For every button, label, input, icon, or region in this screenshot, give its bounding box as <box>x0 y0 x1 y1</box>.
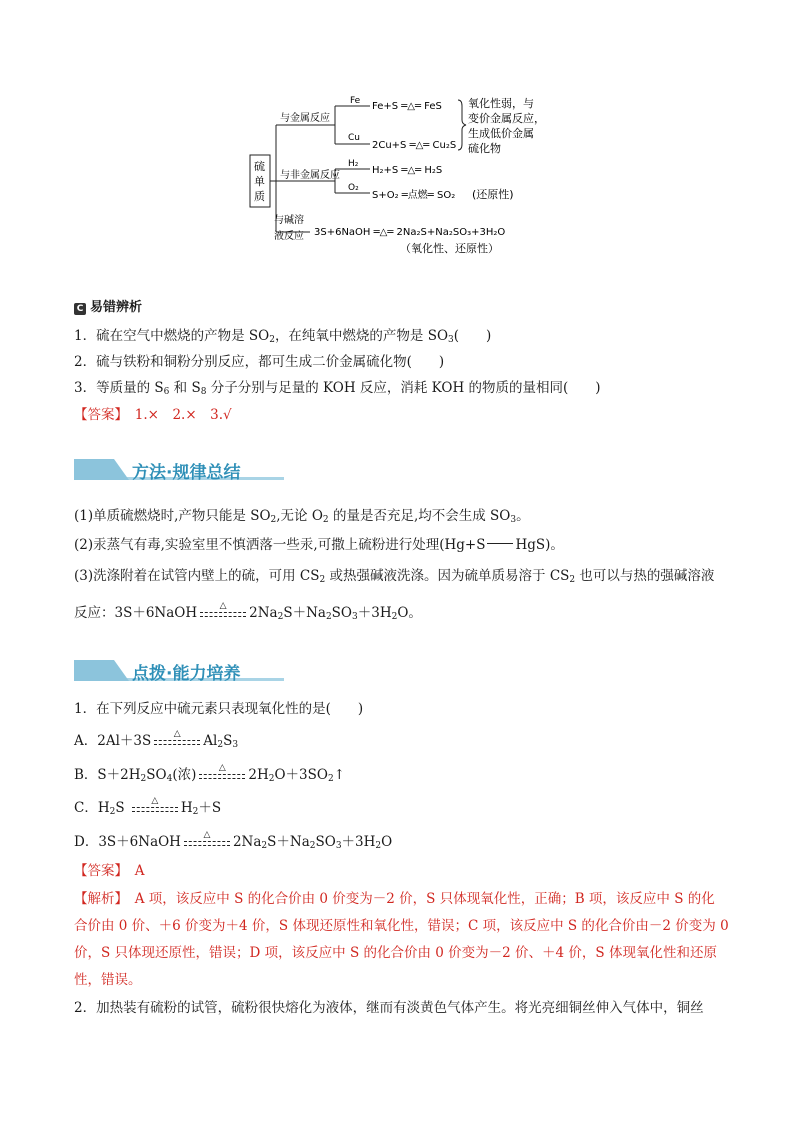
rx-o2: S+O₂ ═点燃═ SO₂ <box>372 190 456 201</box>
section1-title: 方法·规律总结 <box>132 463 241 483</box>
rx-h2: H₂+S ═△═ H₂S <box>372 165 443 176</box>
h2-label: H₂ <box>348 159 359 169</box>
q1-option-b: B．$S+2H_2SO_4$(浓) △ $2H_2O+3SO_2↑$ <box>74 762 346 784</box>
o2-label: O₂ <box>348 183 359 193</box>
mistake-2: 2．硫与铁粉和铜粉分别反应，都可生成二价金属硫化物( ) <box>74 354 445 370</box>
fe-label: Fe <box>350 96 361 106</box>
q1-option-c: C．$H_2S$ △ $H_2+S$ <box>74 795 222 817</box>
s1-p3-l2: 反应：3S＋6NaOH △ $2Na_2S+Na_2SO_3+3H_2O$。 <box>74 600 422 622</box>
q2-stem: 2．加热装有硫粉的试管，硫粉很快熔化为液体，继而有淡黄色气体产生。将光亮细铜丝伸入气体中，铜丝 <box>74 1000 704 1016</box>
rx-base: 3S+6NaOH ═△═ 2Na₂S+Na₂SO₃+3H₂O <box>314 227 506 238</box>
mistakes-title: 易错辨析 <box>90 300 143 315</box>
metal-note-4: 硫化物 <box>468 142 501 155</box>
q1-analysis-4: 性，错误。 <box>74 972 142 988</box>
q1-analysis-3: 价，S 只体现还原性，错误；D 项，该反应中 S 的化合价由 0 价变为－2 价、＋4 价，S 体现氧化性和还原 <box>74 945 717 961</box>
branch-base-2: 液反应 <box>274 231 304 242</box>
section2-title: 点拨·能力培养 <box>132 664 241 684</box>
q1-option-d: D．3S＋6NaOH △ $2Na_2S+Na_2SO_3+3H_2O$ <box>74 829 393 851</box>
s1-p3-l1: (3)洗涤附着在试管内壁上的硫，可用 $CS_2$ 或热强碱液洗涤。因为硫单质易溶于 $CS_2$ 也可以与热的强碱溶液 <box>74 568 715 585</box>
center-char-2: 单 <box>254 175 265 188</box>
q1-stem: 1．在下列反应中硫元素只表现氧化性的是( ) <box>74 701 364 717</box>
branch-base-1: 与碱溶 <box>274 215 304 226</box>
q1-analysis-2: 合价由 0 价、＋6 价变为＋4 价，S 体现还原性和氧化性，错误；C 项，该反应中 S 的化合价由－2 价变为 0 <box>74 918 729 934</box>
rx-cu: 2Cu+S ═△═ Cu₂S <box>372 140 457 151</box>
branch-nonmetal: 与非金属反应 <box>280 170 340 181</box>
rx-fe: Fe+S ═△═ FeS <box>372 101 442 112</box>
cu-label: Cu <box>348 133 360 143</box>
q1-analysis-1: 【解析】 A 项，该反应中 S 的化合价由 0 价变为－2 价，S 只体现氧化性，正确；B 项，该反应中 S 的化 <box>74 891 715 907</box>
mistakes-icon: C <box>74 303 86 315</box>
branch-metal: 与金属反应 <box>280 113 330 124</box>
rx-o2-note: (还原性) <box>472 188 514 201</box>
mistake-1: 1．硫在空气中燃烧的产物是 $SO_2$，在纯氧中燃烧的产物是 $SO_3$( ) <box>74 328 492 345</box>
mistakes-header <box>74 296 142 315</box>
metal-note-1: 氧化性弱，与 <box>468 97 534 110</box>
q1-answer: 【答案】 A <box>74 863 145 879</box>
metal-note-2: 变价金属反应， <box>468 112 545 125</box>
mistake-3: 3．等质量的 $S_6$ 和 $S_8$ 分子分别与足量的 KOH 反应，消耗 KOH 的物质的量相同( ) <box>74 380 601 397</box>
center-char-1: 硫 <box>254 160 265 173</box>
answer-label: 【答案】 <box>74 407 122 423</box>
mistakes-answer <box>74 406 232 424</box>
center-char-3: 质 <box>254 190 265 203</box>
sulfur-reaction-diagram <box>240 92 580 262</box>
s1-p1: (1)单质硫燃烧时,产物只能是 $SO_2$,无论 $O_2$ 的量是否充足,均不会生成 $SO_3$。 <box>74 508 530 525</box>
s1-p2: (2)汞蒸气有毒,实验室里不慎洒落一些汞,可撒上硫粉进行处理(Hg+S HgS)。 <box>74 537 564 553</box>
rx-base-note: （氧化性、还原性） <box>400 242 499 255</box>
metal-note-3: 生成低价金属 <box>468 127 534 140</box>
q1-option-a: A．2Al＋3S △ $Al_2S_3$ <box>74 728 239 750</box>
answer-text: 1.× 2.× 3.√ <box>134 407 232 423</box>
